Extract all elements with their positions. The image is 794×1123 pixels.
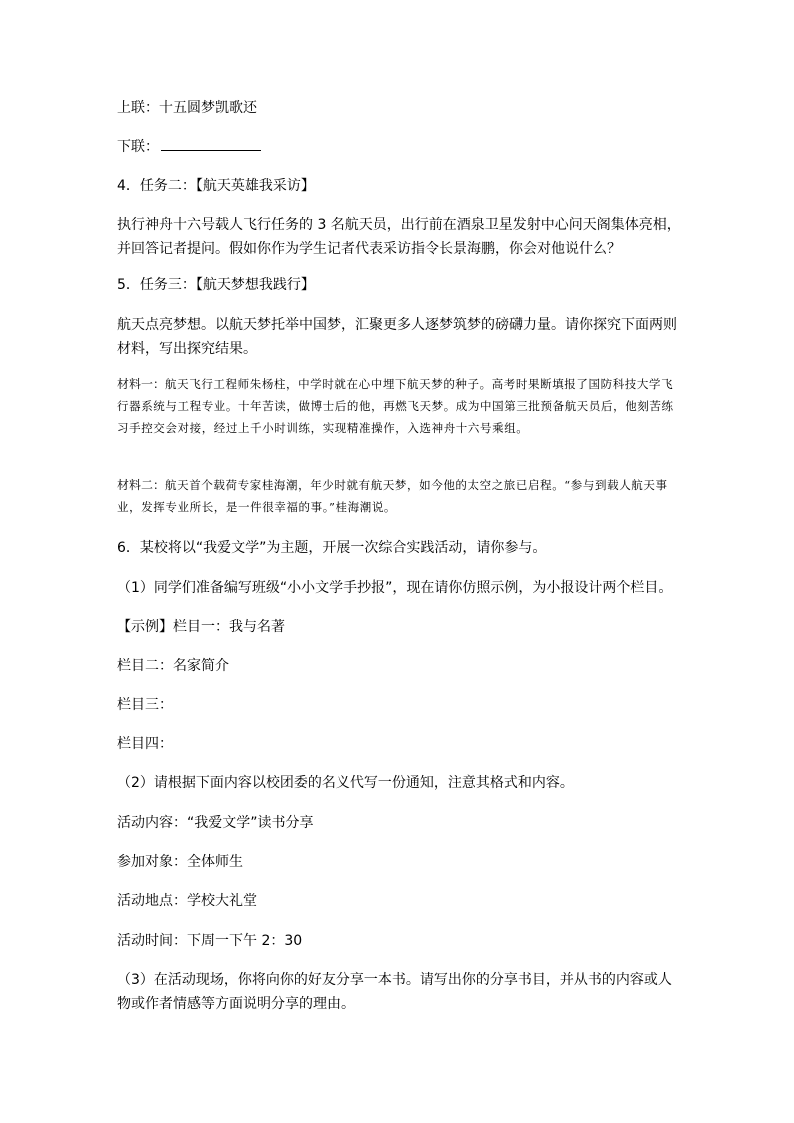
task3-body: 航天点亮梦想。以航天梦托举中国梦，汇聚更多人逐梦筑梦的磅礴力量。请你探究下面两则材料，写出探究结果。 [117,317,677,357]
example-column-one: 【示例】栏目一：我与名著 [117,619,285,635]
task2-body: 执行神舟十六号载人飞行任务的 3 名航天员，出行前在酒泉卫星发射中心问天阁集体亮相，并回答记者提问。假如你作为学生记者代表采访指令长景海鹏，你会对他说什么？ [117,217,681,257]
column-four: 栏目四： [117,736,173,752]
activity-content: 活动内容：“我爱文学”读书分享 [117,815,314,831]
material-one [117,373,682,439]
material-one-label: 材料一： [117,377,166,391]
task2-title: 4．任务二：【航天英雄我采访】 [117,178,315,194]
material-two-label: 材料二： [117,478,166,492]
task3-title: 5．任务三：【航天梦想我践行】 [117,277,315,293]
couplet-first-line: 上联：十五圆梦凯歌还 [117,100,257,116]
question6-part2: （2）请根据下面内容以校团委的名义代写一份通知，注意其格式和内容。 [117,775,574,791]
material-two [117,474,682,518]
answer-blank[interactable] [161,136,261,151]
activity-time: 活动时间：下周一下午 2：30 [117,933,303,949]
column-three: 栏目三： [117,697,173,713]
column-two: 栏目二：名家简介 [117,658,229,674]
couplet-second-line [117,135,677,159]
activity-location: 活动地点：学校大礼堂 [117,893,257,909]
activity-participants: 参加对象：全体师生 [117,854,243,870]
material-two-text: 航天首个载荷专家桂海潮，年少时就有航天梦，如今他的太空之旅已启程。“参与到载人航天事业，发挥专业所长，是一件很幸福的事。”桂海潮说。 [117,478,668,514]
question6-part3: （3）在活动现场，你将向你的好友分享一本书。请写出你的分享书目，并从书的内容或人物或作者情感等方面说明分享的理由。 [117,972,672,1012]
question6-title: 6．某校将以“我爱文学”为主题，开展一次综合实践活动，请你参与。 [117,540,547,556]
question6-part1: （1）同学们准备编写班级“小小文学手抄报”，现在请你仿照示例，为小报设计两个栏目。 [117,580,673,596]
couplet-second-label: 下联： [117,139,159,155]
material-one-text: 航天飞行工程师朱杨柱，中学时就在心中埋下航天梦的种子。高考时果断填报了国防科技大学飞行器系统与工程专业。十年苦读，做博士后的他，再燃飞天梦。成为中国第三批预备航天员后，他刻苦练习手控交会对接，经过上千小时训练，实现精准操作，入选神舟十六号乘组。 [117,377,674,435]
